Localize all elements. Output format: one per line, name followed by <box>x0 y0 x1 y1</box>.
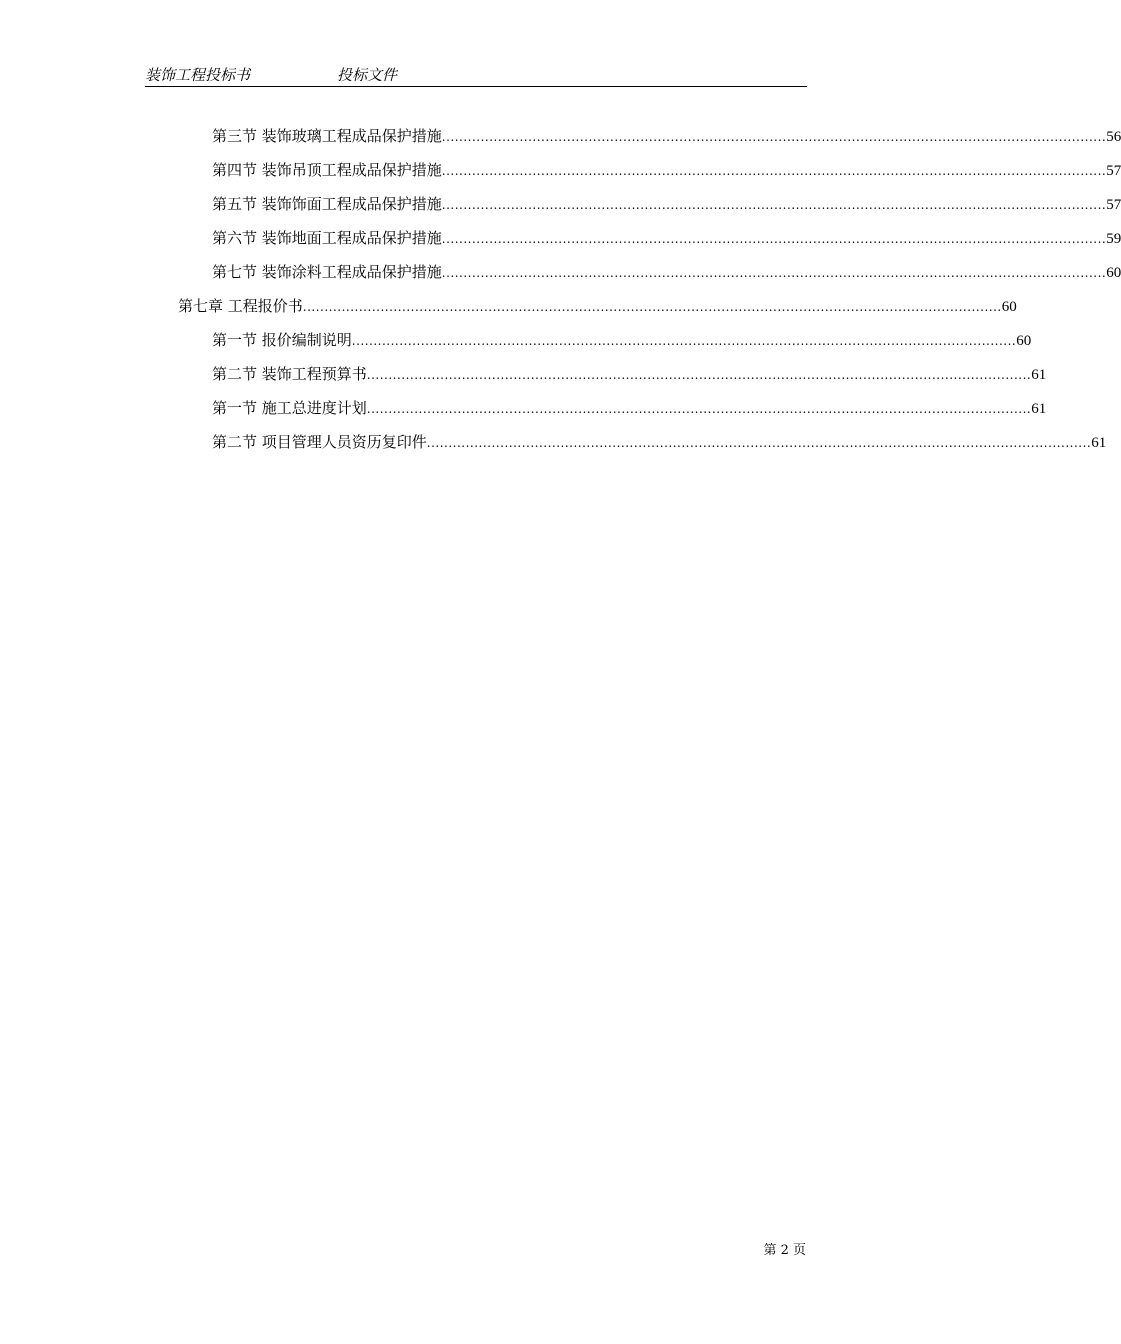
toc-entry-label: 第二节 装饰工程预算书 <box>212 365 367 383</box>
toc-leader-dots: .................................................................................................................................................................. <box>302 300 1002 314</box>
toc-entry-page: 60 <box>1016 333 1032 349</box>
toc-entry-label: 第七节 装饰涂料工程成品保护措施 <box>212 263 442 281</box>
toc-entry-label: 第一节 施工总进度计划 <box>212 399 367 417</box>
toc-entry-label: 第三节 装饰玻璃工程成品保护措施 <box>212 127 442 145</box>
toc-chapter-label: 第七章 工程报价书 <box>178 297 303 315</box>
toc-entry[interactable] <box>212 227 1121 249</box>
toc-entry[interactable] <box>212 125 1121 147</box>
page-header <box>145 64 807 87</box>
toc-leader-dots: .......................................................................................................................................................... <box>441 130 1107 144</box>
toc-entry-label: 第四节 装饰吊顶工程成品保护措施 <box>212 161 442 179</box>
toc-entry-page: 60 <box>1001 299 1017 315</box>
toc-entry-page: 60 <box>1106 265 1121 281</box>
toc-entry[interactable] <box>212 261 1121 283</box>
toc-leader-dots: .......................................................................................................................................................... <box>441 164 1107 178</box>
toc-entry-page: 61 <box>1091 435 1107 451</box>
page-number-footer: 第 2 页 <box>763 1243 806 1258</box>
toc-entry[interactable] <box>212 193 1121 215</box>
toc-entry[interactable] <box>212 397 1047 419</box>
toc-entry-page: 61 <box>1031 401 1047 417</box>
toc-entry-page: 56 <box>1106 129 1121 145</box>
toc-entry[interactable] <box>212 159 1121 181</box>
toc-leader-dots: .......................................................................................................................................................... <box>441 198 1107 212</box>
header-section-title: 投标文件 <box>337 66 398 84</box>
toc-entry-page: 61 <box>1031 367 1047 383</box>
toc-leader-dots: .......................................................................................................................................................... <box>366 402 1032 416</box>
toc-leader-dots: .......................................................................................................................................................... <box>351 334 1017 348</box>
toc-entry[interactable] <box>212 431 1107 453</box>
toc-leader-dots: .......................................................................................................................................................... <box>441 232 1107 246</box>
toc-entry[interactable] <box>212 363 1047 385</box>
toc-leader-dots: .......................................................................................................................................................... <box>366 368 1032 382</box>
toc-chapter-entry[interactable] <box>178 295 1017 317</box>
toc-entry-page: 57 <box>1106 163 1121 179</box>
toc-entry-page: 59 <box>1106 231 1121 247</box>
toc-entry-page: 57 <box>1106 197 1121 213</box>
toc-entry[interactable] <box>212 329 1032 351</box>
toc-entry-label: 第二节 项目管理人员资历复印件 <box>212 433 427 451</box>
toc-entry-label: 第六节 装饰地面工程成品保护措施 <box>212 229 442 247</box>
toc-leader-dots: .......................................................................................................................................................... <box>441 266 1107 280</box>
toc-leader-dots: .......................................................................................................................................................... <box>426 436 1092 450</box>
toc-entry-label: 第五节 装饰饰面工程成品保护措施 <box>212 195 442 213</box>
header-doc-title: 装饰工程投标书 <box>145 66 251 84</box>
toc-entry-label: 第一节 报价编制说明 <box>212 331 352 349</box>
